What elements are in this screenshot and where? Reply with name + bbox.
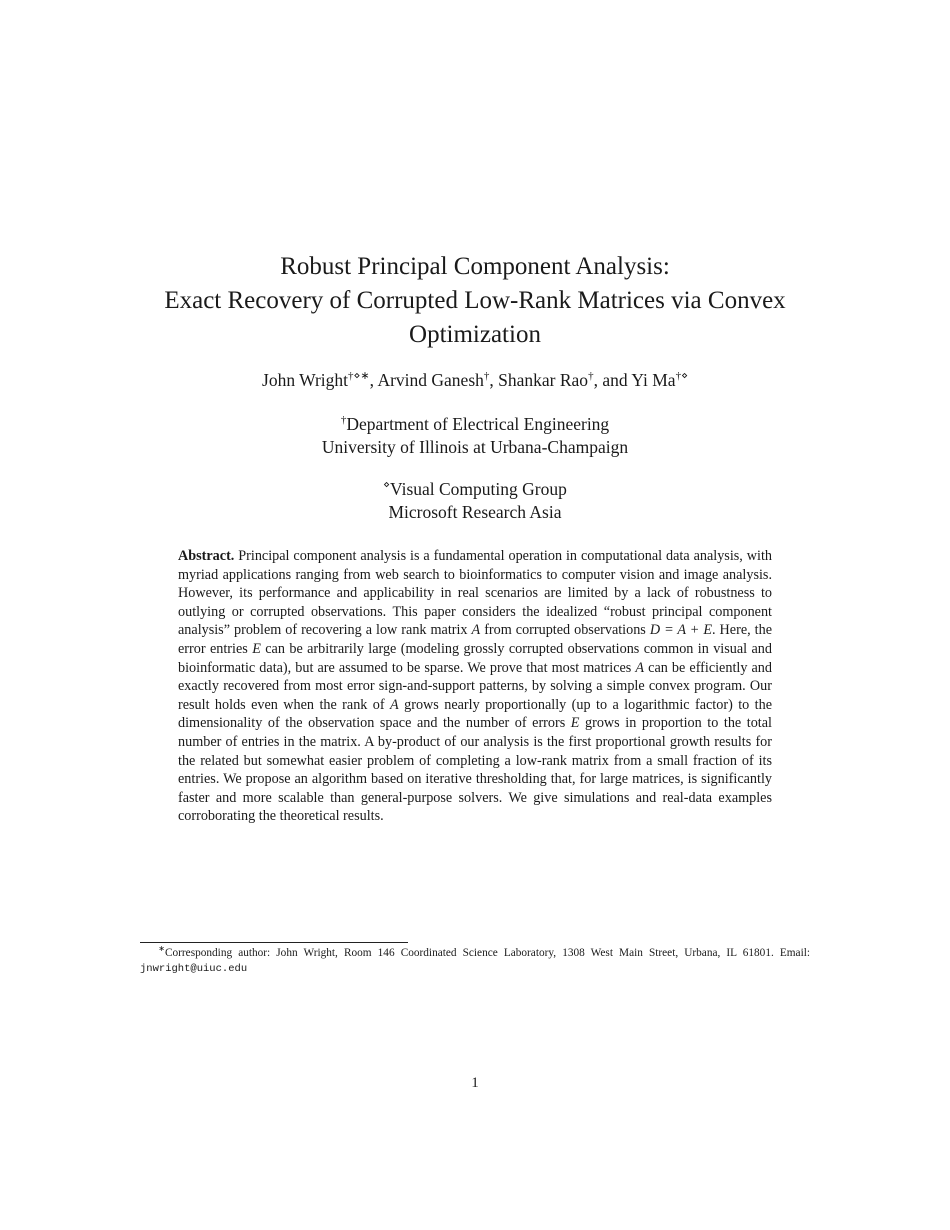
affiliation-mark: ⋄ — [383, 479, 390, 492]
author-list — [120, 368, 830, 392]
math-var: A — [390, 696, 399, 713]
abstract-text: can be efficiently and exactly recovered from most error sign-and-support patterns, by solving a simple convex program. Our result holds even when the rank of — [178, 659, 772, 713]
footnote-text: Corresponding author: John Wright, Room 146 Coordinated Science Laboratory, 1308 West Main Street, Urbana, IL 61801. Email: — [164, 947, 810, 959]
author-marks: †⋄∗ — [348, 370, 370, 383]
footnote-email[interactable]: jnwright@uiuc.edu — [140, 963, 248, 975]
author-marks: † — [483, 370, 490, 383]
author-name: Yi Ma — [631, 370, 676, 390]
abstract-text: can be arbitrarily large (modeling grossly corrupted observations common in visual and bioinformatic data), but are assumed to be sparse. We prove that most matrices — [178, 640, 772, 676]
title-line-1: Robust Principal Component Analysis: — [280, 253, 670, 280]
author-name: Arvind Ganesh — [377, 370, 484, 390]
author-marks: †⋄ — [675, 370, 688, 383]
math-equation: D = A + E — [649, 622, 713, 639]
footnote-mark: ∗ — [158, 944, 165, 954]
abstract-label: Abstract. — [178, 548, 235, 564]
title-line-3: Optimization — [409, 321, 541, 348]
abstract-text: Principal component analysis is a fundamental operation in computational data analysis, with myriad applications ranging from web search to bioinformatics to computer vision and image analysis. However, its performance and applicability in real scenarios are limited by a lack of robustness to outlying or corrupted observations. This paper considers the idealized “robust principal component analysis” problem of recovering a low rank matrix — [178, 548, 772, 639]
abstract-text: . Here, the error entries — [178, 622, 772, 657]
author-name: John Wright — [262, 370, 349, 390]
author-name: Shankar Rao — [498, 370, 589, 390]
abstract-text: grows in proportion to the total number of entries in the matrix. A by-product of our analysis is the first proportional growth results for the related but somewhat easier problem of completing a low-rank matrix from a small fraction of its entries. We propose an algorithm based on iterative thresholding that, for large matrices, is significantly faster and more scalable than general-purpose solvers. We give simulations and real-data examples corroborating the theoretical results. — [178, 715, 772, 825]
author-separator: , — [489, 370, 499, 390]
author-marks: † — [588, 370, 594, 383]
affiliation-institution: University of Illinois at Urbana-Champaign — [321, 436, 629, 457]
author-separator: , — [369, 370, 378, 390]
affiliation-line — [120, 478, 830, 501]
affiliation-msra — [120, 478, 830, 523]
math-var: E — [570, 715, 580, 732]
math-var: E — [252, 640, 261, 657]
abstract — [178, 547, 772, 826]
footnote-rule — [140, 942, 408, 943]
abstract-text: grows nearly proportionally (up to a logarithmic factor) to the dimensionality of the observation space and the number of errors — [178, 696, 772, 732]
page-number: 1 — [471, 1075, 479, 1091]
paper-title — [120, 250, 830, 352]
affiliation-department: Department of Electrical Engineering — [346, 414, 610, 434]
affiliation-group: Visual Computing Group — [390, 479, 567, 499]
affiliation-uiuc — [120, 413, 830, 458]
affiliation-line — [120, 413, 830, 436]
footnote — [140, 946, 810, 977]
math-var: A — [471, 622, 481, 639]
affiliation-mark: † — [340, 414, 347, 427]
affiliation-institution: Microsoft Research Asia — [388, 501, 562, 522]
author-separator: , and — [593, 370, 632, 390]
abstract-text: from corrupted observations — [480, 622, 650, 639]
title-line-2: Exact Recovery of Corrupted Low-Rank Matrices via Convex — [164, 287, 786, 314]
math-var: A — [635, 659, 645, 676]
